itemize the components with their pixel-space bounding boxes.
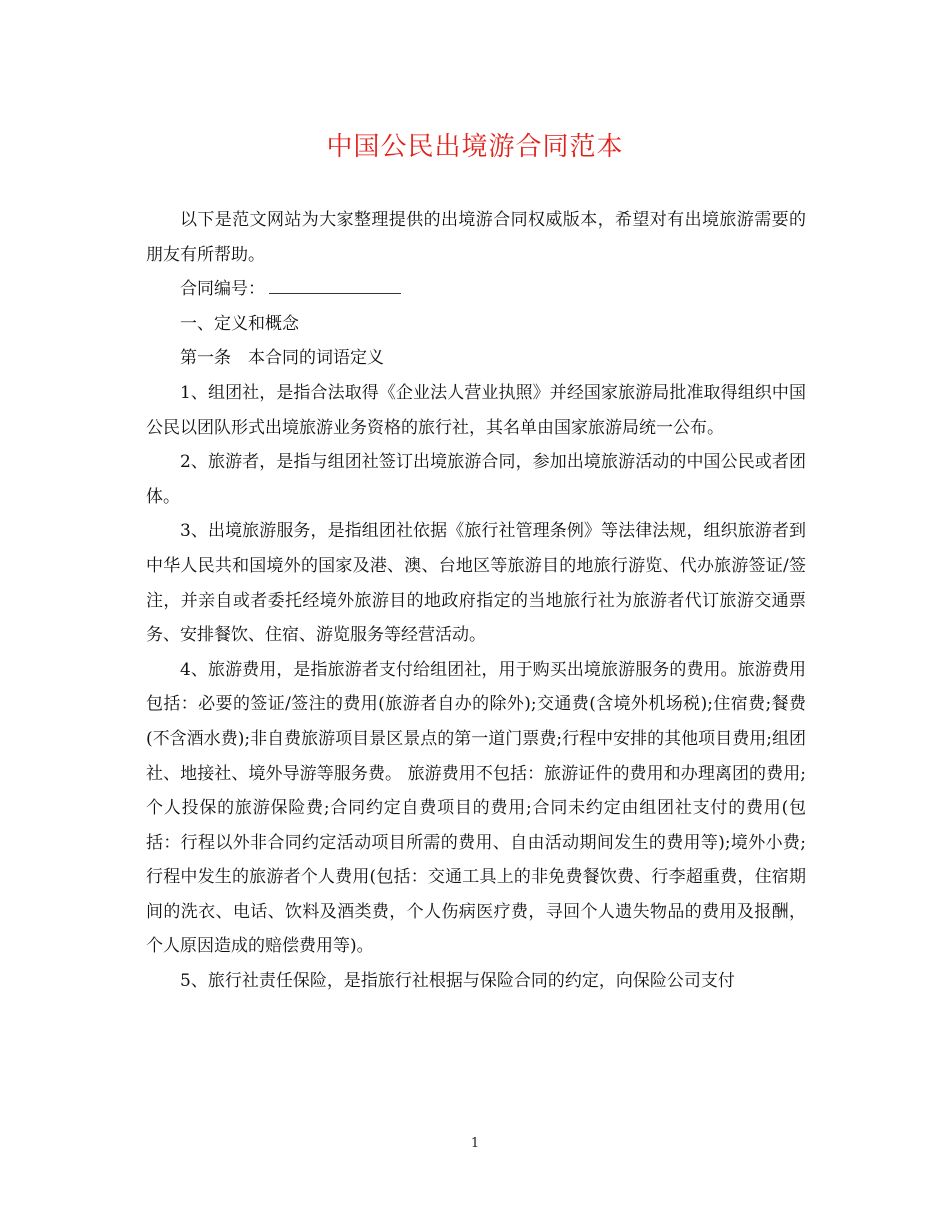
contract-number-line bbox=[146, 272, 806, 307]
document-title: 中国公民出境游合同范本 bbox=[326, 132, 624, 162]
definition-item: 1、组团社，是指合法取得《企业法人营业执照》并经国家旅游局批准取得组织中国公民以团队形式出境旅游业务资格的旅行社，其名单由国家旅游局统一公布。 bbox=[146, 382, 806, 438]
section-heading: 一、定义和概念 bbox=[180, 313, 299, 334]
definition-item: 3、出境旅游服务，是指组团社依据《旅行社管理条例》等法律法规，组织旅游者到中华人民共和国境外的国家及港、澳、台地区等旅游目的地旅行游览、代办旅游签证/签注，并亲自或者委托经境外旅游目的地政府指定的当地旅行社为旅游者代订旅游交通票务、安排餐饮、住宿、游览服务等经营活动。 bbox=[146, 521, 806, 646]
definition-item: 2、旅游者，是指与组团社签订出境旅游合同，参加出境旅游活动的中国公民或者团体。 bbox=[146, 452, 806, 507]
contract-number-label: 合同编号： bbox=[180, 279, 265, 300]
intro-paragraph: 以下是范文网站为大家整理提供的出境游合同权威版本，希望对有出境旅游需要的朋友有所帮助。 bbox=[146, 210, 806, 265]
definition-item: 5、旅行社责任保险，是指旅行社根据与保险合同的约定，向保险公司支付 bbox=[180, 971, 735, 992]
article-heading: 第一条 本合同的词语定义 bbox=[180, 348, 384, 369]
contract-number-blank bbox=[269, 278, 401, 294]
document-body bbox=[146, 203, 806, 999]
page-number: 1 bbox=[470, 1136, 480, 1151]
definition-item: 4、旅游费用，是指旅游者支付给组团社，用于购买出境旅游服务的费用。旅游费用包括：必要的签证/签注的费用(旅游者自办的除外);交通费(含境外机场税);住宿费;餐费(不含酒水费);非自费旅游项目景区景点的第一道门票费;行程中安排的其他项目费用;组团社、地接社、境外导游等服务费。 旅游费用不包括：旅游证件的费用和办理离团的费用;个人投保的旅游保险费;合同约定自费项目的费用;合同未约定由组团社支付的费用(包括：行程以外非合同约定活动项目所需的费用、自由活动期间发生的费用等);境外小费;行程中发生的旅游者个人费用(包括：交通工具上的非免费餐饮费、行李超重费，住宿期间的洗衣、电话、饮料及酒类费，个人伤病医疗费，寻回个人遗失物品的费用及报酬，个人原因造成的赔偿费用等)。 bbox=[146, 659, 806, 957]
